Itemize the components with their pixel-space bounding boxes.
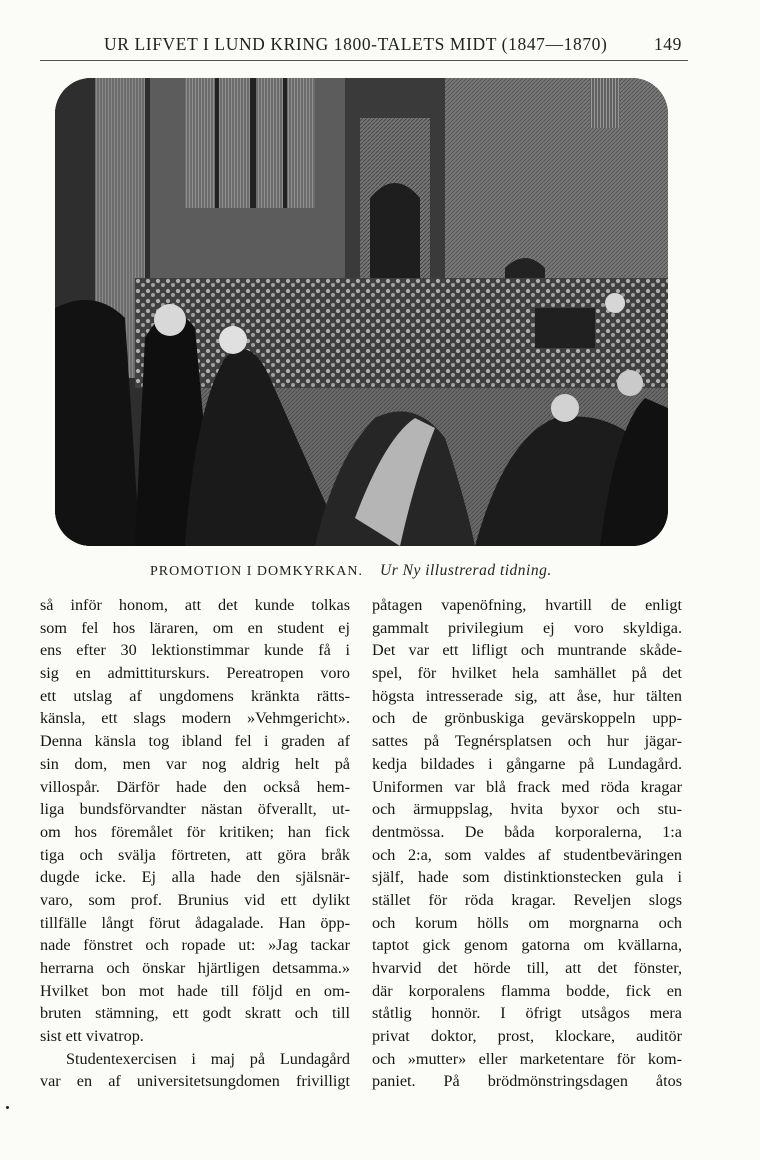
text-line: varo, som prof. Brunius vid ett dylikt [40, 890, 350, 909]
text-line: där korporalens flamma bodde, fick en [372, 981, 682, 1000]
cathedral-promotion-engraving [55, 78, 668, 546]
text-line: dentmössa. De båda korporalerna, 1:a [372, 822, 682, 841]
text-line: sig en admittiturskurs. Pereatropen voro [40, 664, 350, 683]
running-title: UR LIFVET I LUND KRING 1800-TALETS MIDT (1847—1870) [104, 34, 608, 54]
text-line: spel, för hvilket hela samhället på det [372, 664, 682, 683]
text-line: och korum hölls om morgnarna och [372, 913, 682, 932]
text-line: dugde icke. Ej alla hade den själsnär- [40, 868, 350, 887]
right-text-column [372, 594, 682, 1093]
text-line: privat doktor, prost, klockare, auditör [372, 1027, 682, 1046]
page-number: 149 [653, 34, 682, 54]
text-line: taptot gick genom gatorna om kvällarna, [372, 936, 682, 955]
text-line: sin dom, men var nog aldrig helt på [40, 754, 350, 773]
text-line: nade fönstret och ropade ut: »Jag tackar [40, 936, 350, 955]
caption-source: Ur Ny illustrerad tidning. [380, 562, 552, 579]
text-line: så inför honom, att det kunde tolkas [40, 596, 350, 614]
text-line: Denna känsla tog ibland fel i graden af [40, 732, 350, 751]
text-line: herrarna och önskar hjärtligen detsamma.» [40, 959, 350, 977]
text-line: känsla, ett slags modern »Vehmgericht». [40, 709, 350, 728]
text-line: paniet. På brödmönstringsdagen åtos [372, 1072, 682, 1091]
text-line: ett utslag af ungdomens kränkta rätts- [40, 686, 350, 705]
text-line: Studentexercisen i maj på Lundagård [66, 1049, 350, 1068]
engraving-illustration [55, 78, 668, 546]
text-line: påtagen vapenöfning, hvartill de enligt [372, 596, 682, 614]
text-line: villospår. Därför hade den också hem- [40, 777, 350, 796]
text-line: och de grönbuskiga gevärskoppeln upp- [372, 709, 682, 728]
text-line: själf, hade som distinktionstecken gula i [372, 868, 682, 887]
text-line: och »mutter» eller marketentare för kom- [372, 1049, 682, 1068]
text-line: gammalt privilegium ej voro skyldiga. [372, 618, 682, 637]
text-line: sattes på Tegnérsplatsen och hur jägar- [372, 732, 682, 751]
text-line: och ärmuppslag, hvita byxor och stu- [372, 800, 682, 819]
caption-title: PROMOTION I DOMKYRKAN. [150, 564, 363, 579]
text-line: var en af universitetsungdomen frivilligt [40, 1072, 350, 1091]
text-line: som fel hos läraren, om en student ej [40, 618, 350, 637]
text-line: om hos föremålet för kritiken; han fick [40, 822, 350, 841]
text-line: tillfälle långt förut ådagalade. Han öpp- [40, 913, 350, 932]
margin-speck [6, 1106, 9, 1109]
text-line: sist ett vivatrop. [40, 1027, 144, 1046]
text-line: högsta intresserade sig, att åse, hur tälten [372, 686, 682, 705]
text-line: tiga och svälja förtreten, att göra bråk [40, 845, 350, 864]
text-line: Hvilket bon mot hade till följd en om- [40, 981, 350, 1000]
text-line: stället för röda kragar. Reveljen slogs [372, 890, 682, 909]
text-line: hvarvid det hörde till, att det fönster, [372, 959, 682, 977]
text-line: kedja bildades i gångarne på Lundagård. [372, 754, 682, 773]
text-line: Uniformen var blå frack med röda kragar [372, 777, 682, 796]
figure-caption [40, 562, 720, 584]
text-line: och 2:a, som valdes af studentbeväringen [372, 845, 682, 864]
left-text-column [40, 594, 350, 1093]
text-line: Det var ett lifligt och muntrande skåde- [372, 641, 682, 660]
text-line: liga bundsförvandter nästan öfverallt, ut- [40, 800, 350, 819]
text-line: ståtlig honnör. I öfrigt utsågos mera [372, 1004, 682, 1023]
running-header [40, 32, 688, 61]
text-line: bruten stämning, ett godt skratt och till [40, 1004, 350, 1023]
text-line: ens efter 30 lektionstimmar kunde få i [40, 641, 350, 660]
